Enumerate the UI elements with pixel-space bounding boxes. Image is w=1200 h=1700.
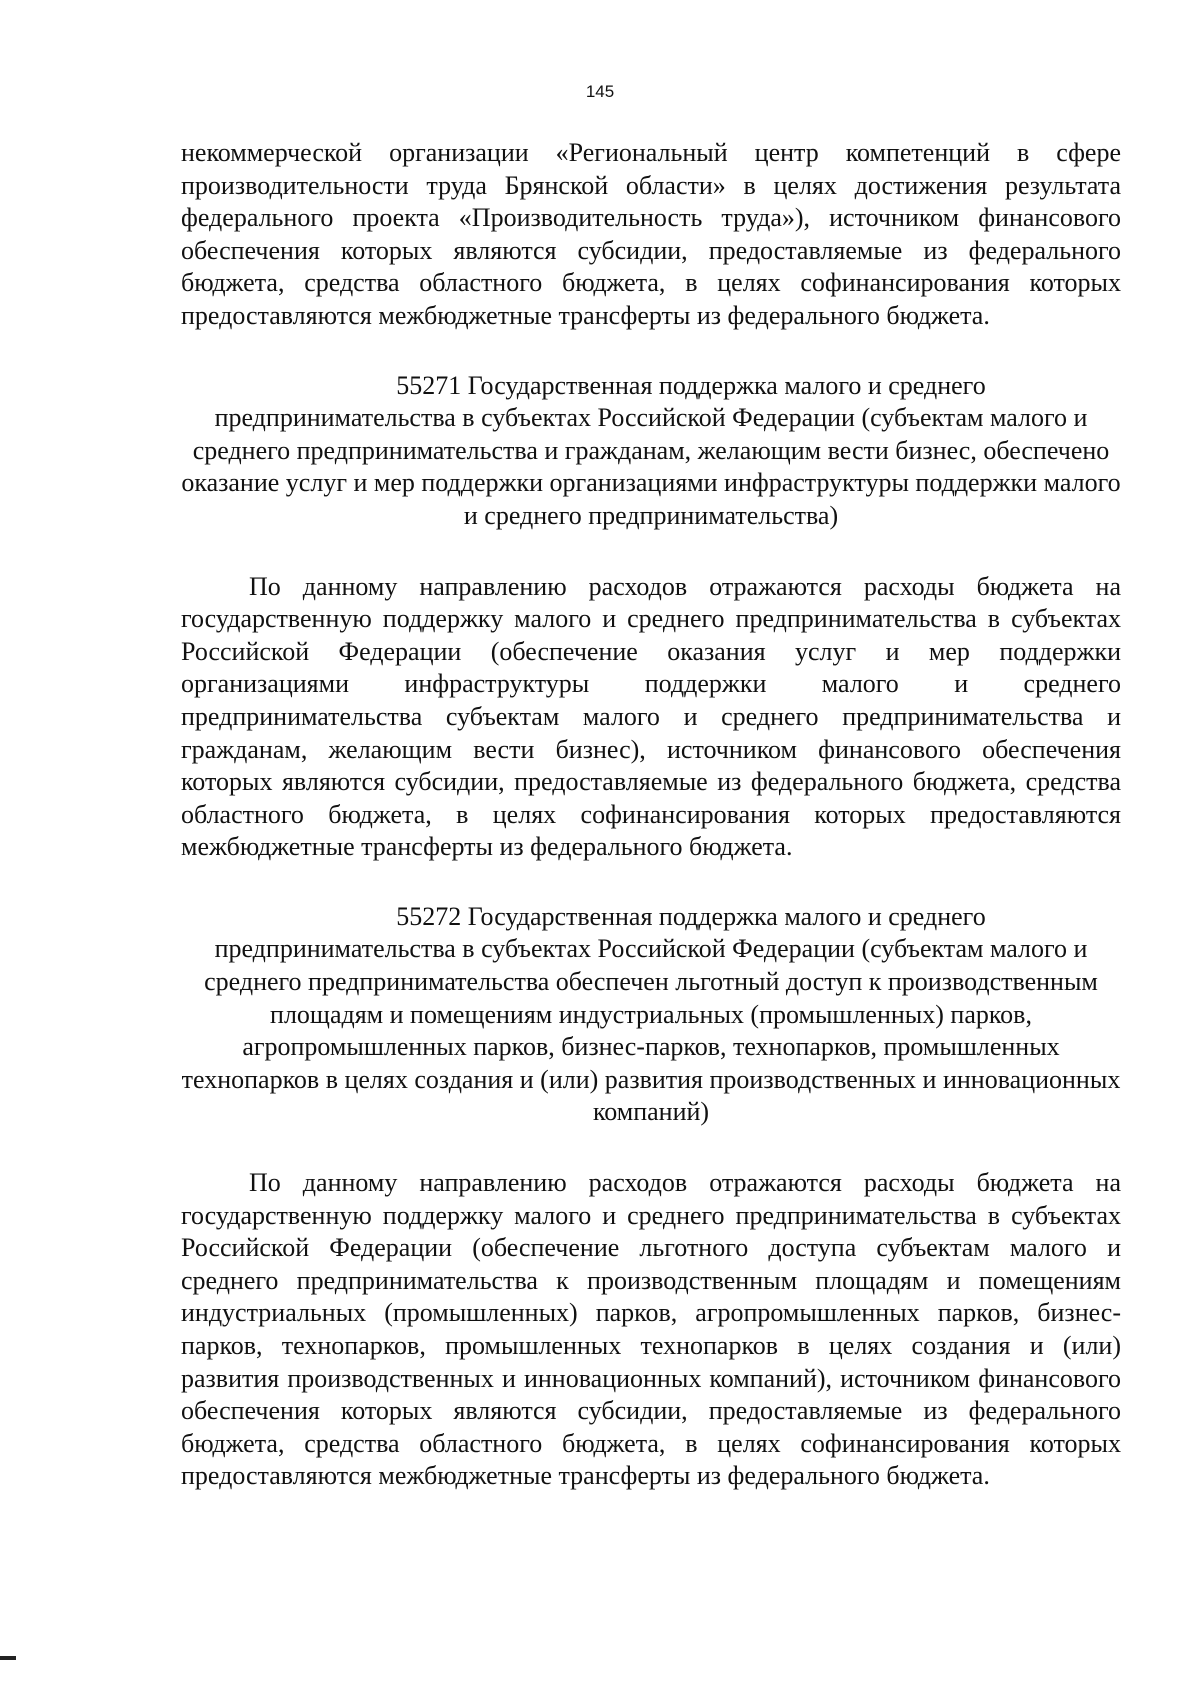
section-heading-55271-rest: предпринимательства в субъектах Российской Федерации (субъектам малого и среднего предпринимательства и гражданам, желающим вести бизнес, обеспечено оказание услуг и мер поддержки организациями инфраструктуры поддержки малого и среднего предпринимательства) — [181, 403, 1121, 530]
body-paragraph-55271: По данному направлению расходов отражаются расходы бюджета на государственную поддержку малого и среднего предпринимательства в субъектах Российской Федерации (обеспечение оказания услуг и мер поддержки организациями инфраструктуры поддержки малого и среднего предпринимательства субъектам малого и среднего предпринимательства и гражданам, желающим вести бизнес), источником финансового обеспечения которых являются субсидии, предоставляемые из федерального бюджета, средства областного бюджета, в целях софинансирования которых предоставляются межбюджетные трансферты из федерального бюджета. — [181, 571, 1121, 862]
page-number: 145 — [585, 82, 615, 101]
scan-edge-mark — [0, 1656, 16, 1660]
page-content — [181, 137, 1121, 1530]
section-heading-55272-rest: предпринимательства в субъектах Российской Федерации (субъектам малого и среднего предпринимательства обеспечен льготный доступ к производственным площадям и помещениям индустриальных (промышленных) парков, агропромышленных парков, бизнес-парков, технопарков, промышленных технопарков в целях создания и (или) развития производственных и инновационных компаний) — [181, 934, 1121, 1127]
continuation-paragraph: некоммерческой организации «Региональный центр компетенций в сфере производительности труда Брянской области» в целях достижения результата федерального проекта «Производительность труда»), источником финансового обеспечения которых являются субсидии, предоставляемые из федерального бюджета, средства областного бюджета, в целях софинансирования которых предоставляются межбюджетные трансферты из федерального бюджета. — [181, 138, 1121, 330]
section-heading-55271 — [181, 370, 1121, 533]
section-heading-55272-line1: 55272 Государственная поддержка малого и среднего — [396, 901, 986, 931]
section-heading-55271-line1: 55271 Государственная поддержка малого и среднего — [396, 370, 986, 400]
body-paragraph-55272: По данному направлению расходов отражаются расходы бюджета на государственную поддержку малого и среднего предпринимательства в субъектах Российской Федерации (обеспечение льготного доступа субъектам малого и среднего предпринимательства к производственным площадям и помещениям индустриальных (промышленных) парков, агропромышленных парков, бизнес-парков, технопарков, промышленных технопарков в целях создания и (или) развития производственных и инновационных компаний), источником финансового обеспечения которых являются субсидии, предоставляемые из федерального бюджета, средства областного бюджета, в целях софинансирования которых предоставляются межбюджетные трансферты из федерального бюджета. — [181, 1168, 1121, 1491]
section-heading-55272 — [181, 901, 1121, 1129]
